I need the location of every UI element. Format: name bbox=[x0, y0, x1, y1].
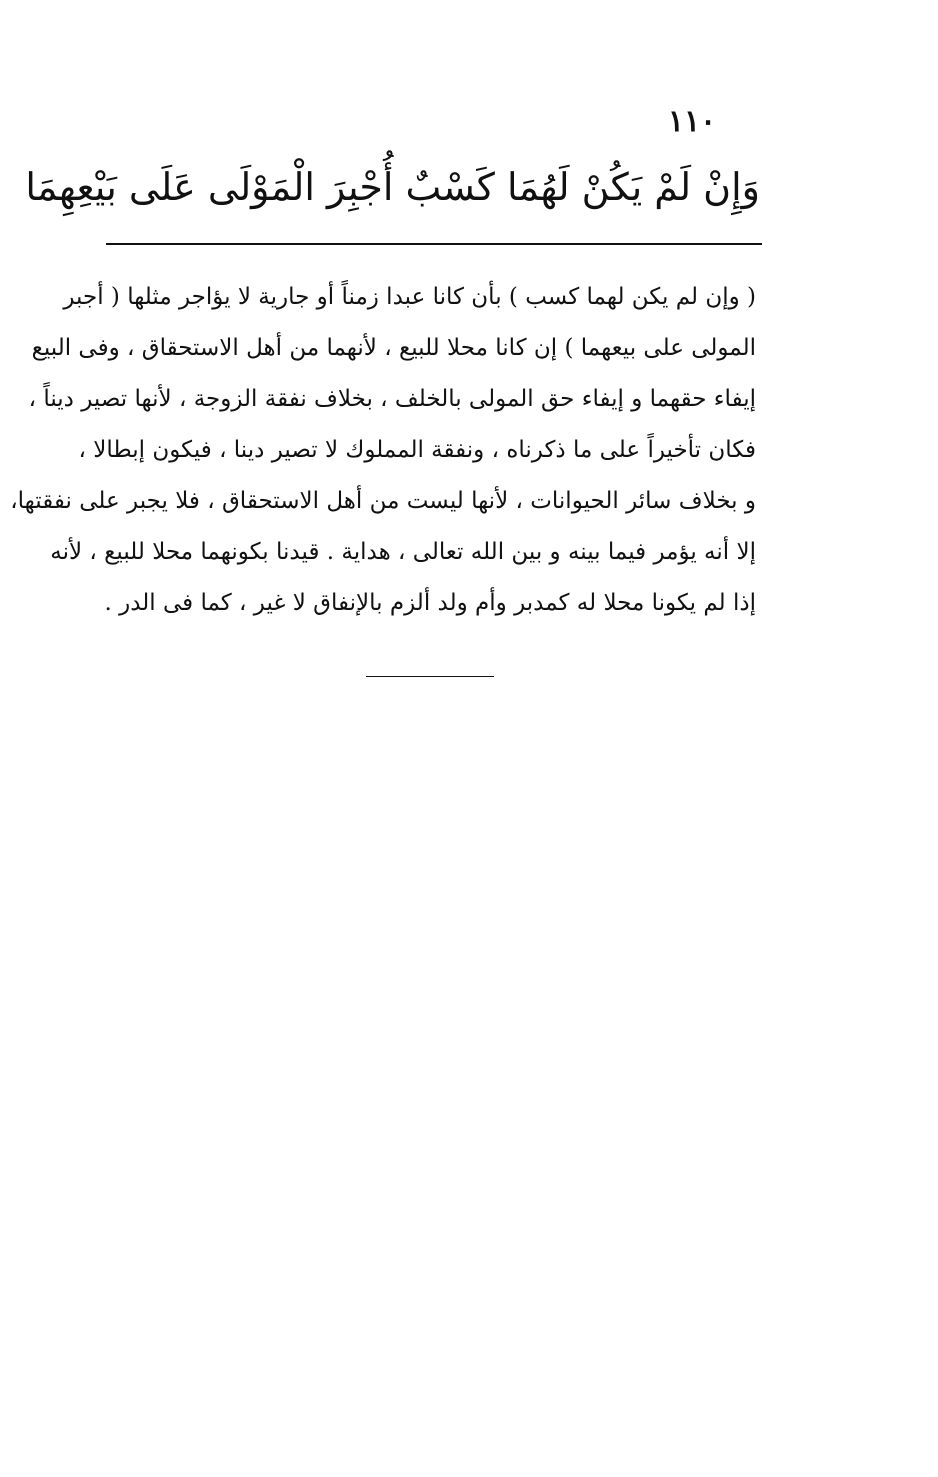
text-line: و بخلاف سائر الحيوانات ، لأنها ليست من أهل الاستحقاق ، فلا يجبر على نفقتها، bbox=[10, 488, 756, 514]
end-divider bbox=[366, 676, 494, 677]
text-line: ( وإن لم يكن لهما كسب ) بأن كانا عبدا زمناً أو جارية لا يؤاجر مثلها ( أجبر bbox=[63, 284, 756, 310]
text-line: فكان تأخيراً على ما ذكرناه ، ونفقة المملوك لا تصير دينا ، فيكون إبطالا ، bbox=[78, 437, 756, 463]
section-heading: وَإِنْ لَمْ يَكُنْ لَهُمَا كَسْبٌ أُجْبِرَ الْمَوْلَى عَلَى بَيْعِهِمَا bbox=[25, 165, 760, 209]
text-line: المولى على بيعهما ) إن كانا محلا للبيع ، لأنهما من أهل الاستحقاق ، وفى البيع bbox=[31, 335, 756, 361]
text-line: إذا لم يكونا محلا له كمدبر وأم ولد ألزم بالإنفاق لا غير ، كما فى الدر . bbox=[104, 590, 756, 616]
body-text bbox=[10, 272, 756, 629]
page-number: ١١٠ bbox=[667, 104, 717, 139]
text-line: إلا أنه يؤمر فيما بينه و بين الله تعالى ، هداية . قيدنا بكونهما محلا للبيع ، لأنه bbox=[50, 539, 756, 565]
heading-divider bbox=[106, 243, 762, 245]
text-line: إيفاء حقهما و إيفاء حق المولى بالخلف ، بخلاف نفقة الزوجة ، لأنها تصير ديناً ، bbox=[28, 386, 756, 412]
